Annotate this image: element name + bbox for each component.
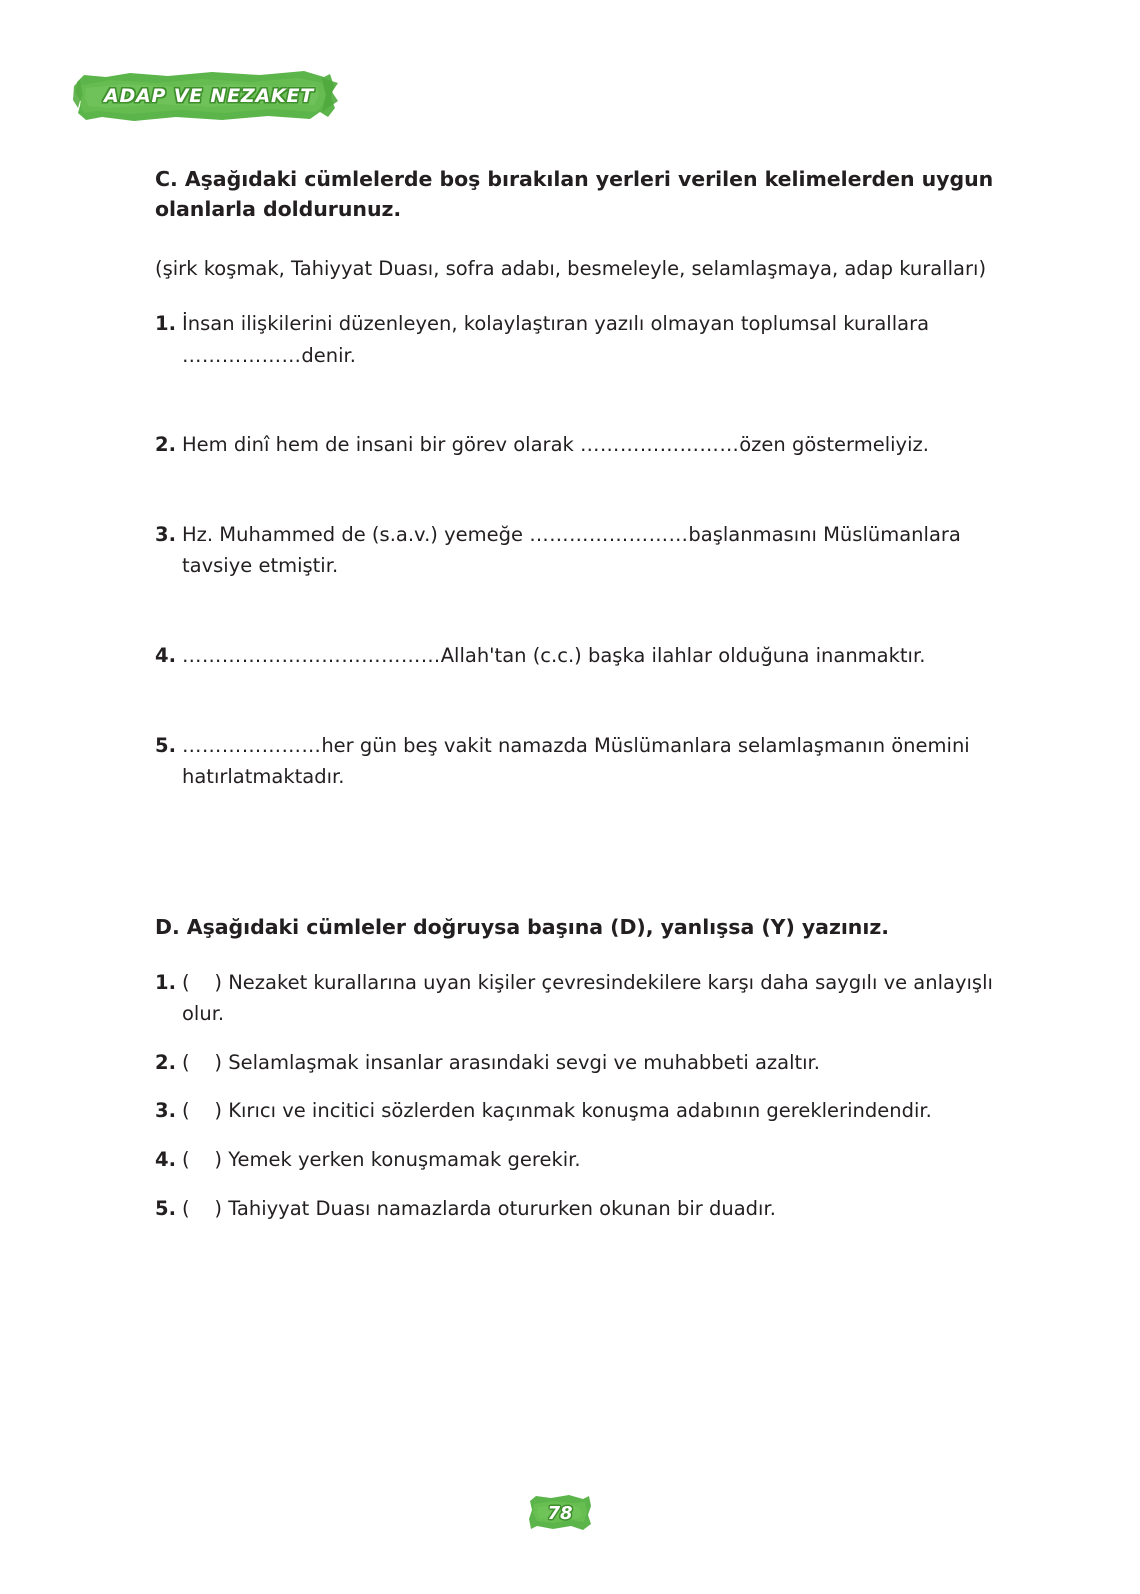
list-item bbox=[155, 967, 1033, 1030]
item-text-after: özen göstermeliyiz. bbox=[739, 433, 929, 457]
item-number: 3. bbox=[155, 522, 176, 546]
item-number: 3. bbox=[155, 1099, 176, 1123]
list-item bbox=[155, 1095, 1033, 1127]
section-spacer bbox=[155, 793, 1033, 913]
item-text: Yemek yerken konuşmamak gerekir. bbox=[228, 1148, 581, 1171]
list-item bbox=[155, 640, 1033, 672]
page-content bbox=[155, 165, 1033, 1224]
item-number: 5. bbox=[155, 1196, 176, 1220]
item-text: Selamlaşmak insanlar arasındaki sevgi ve muhabbeti azaltır. bbox=[228, 1050, 820, 1074]
answer-parentheses[interactable]: ( ) bbox=[182, 970, 229, 994]
list-item bbox=[155, 1144, 1033, 1176]
answer-parentheses[interactable]: ( ) bbox=[182, 1050, 229, 1074]
fill-blank[interactable]: ………………… bbox=[182, 733, 322, 757]
answer-parentheses[interactable]: ( ) bbox=[182, 1099, 229, 1123]
item-number: 1. bbox=[155, 970, 176, 994]
item-text-after: Allah'tan (c.c.) başka ilahlar olduğuna inanmaktır. bbox=[440, 644, 926, 668]
section-c-heading: C. Aşağıdaki cümlelerde boş bırakılan yerleri verilen kelimelerden uygun olanlarla doldurunuz. bbox=[155, 167, 994, 221]
section-c-item-list bbox=[155, 308, 1033, 793]
item-number: 4. bbox=[155, 644, 176, 668]
chapter-title-text: ADAP VE NEZAKET bbox=[103, 85, 315, 107]
item-number: 4. bbox=[155, 1148, 176, 1171]
page-number-text: 78 bbox=[547, 1502, 573, 1524]
list-item bbox=[155, 429, 1033, 461]
answer-parentheses[interactable]: ( ) bbox=[182, 1196, 229, 1220]
item-number: 5. bbox=[155, 733, 176, 757]
list-item bbox=[155, 730, 1033, 793]
item-text-after: denir. bbox=[301, 343, 356, 367]
section-c-word-bank: (şirk koşmak, Tahiyyat Duası, sofra adabı, besmeleyle, selamlaşmaya, adap kuralları) bbox=[155, 256, 987, 280]
list-item bbox=[155, 519, 1033, 582]
chapter-title-banner bbox=[72, 68, 340, 124]
item-text-before: Hem dinî hem de insani bir görev olarak bbox=[182, 433, 581, 457]
section-d-item-list bbox=[155, 967, 1033, 1224]
fill-blank[interactable]: ………………………………… bbox=[182, 644, 441, 668]
item-text: Kırıcı ve incitici sözlerden kaçınmak konuşma adabının gereklerindendir. bbox=[228, 1099, 932, 1123]
answer-parentheses[interactable]: ( ) bbox=[182, 1148, 229, 1171]
item-text-before: Hz. Muhammed de (s.a.v.) yemeğe bbox=[182, 522, 530, 546]
item-number: 2. bbox=[155, 1050, 176, 1074]
item-text: Nezaket kurallarına uyan kişiler çevresindekilere karşı daha saygılı ve anlayışlı olur. bbox=[182, 970, 993, 1026]
item-text: Tahiyyat Duası namazlarda otururken okunan bir duadır. bbox=[228, 1196, 776, 1220]
item-text-after: başlanmasını Müslümanlara tavsiye etmiştir. bbox=[182, 522, 961, 578]
fill-blank[interactable]: …………………… bbox=[529, 522, 689, 546]
list-item bbox=[155, 1193, 1033, 1225]
fill-blank[interactable]: …………………… bbox=[580, 433, 740, 457]
page-number-badge bbox=[527, 1492, 593, 1534]
list-item bbox=[155, 308, 1033, 371]
section-d-heading: D. Aşağıdaki cümleler doğruysa başına (D), yanlışsa (Y) yazınız. bbox=[155, 914, 889, 939]
item-number: 1. bbox=[155, 312, 176, 336]
fill-blank[interactable]: ……………… bbox=[182, 343, 302, 367]
list-item bbox=[155, 1047, 1033, 1079]
item-number: 2. bbox=[155, 433, 176, 457]
item-text-after: her gün beş vakit namazda Müslümanlara selamlaşmanın önemini hatırlatmaktadır. bbox=[182, 733, 970, 789]
item-text-before: İnsan ilişkilerini düzenleyen, kolaylaştıran yazılı olmayan toplumsal kurallara bbox=[182, 312, 930, 336]
